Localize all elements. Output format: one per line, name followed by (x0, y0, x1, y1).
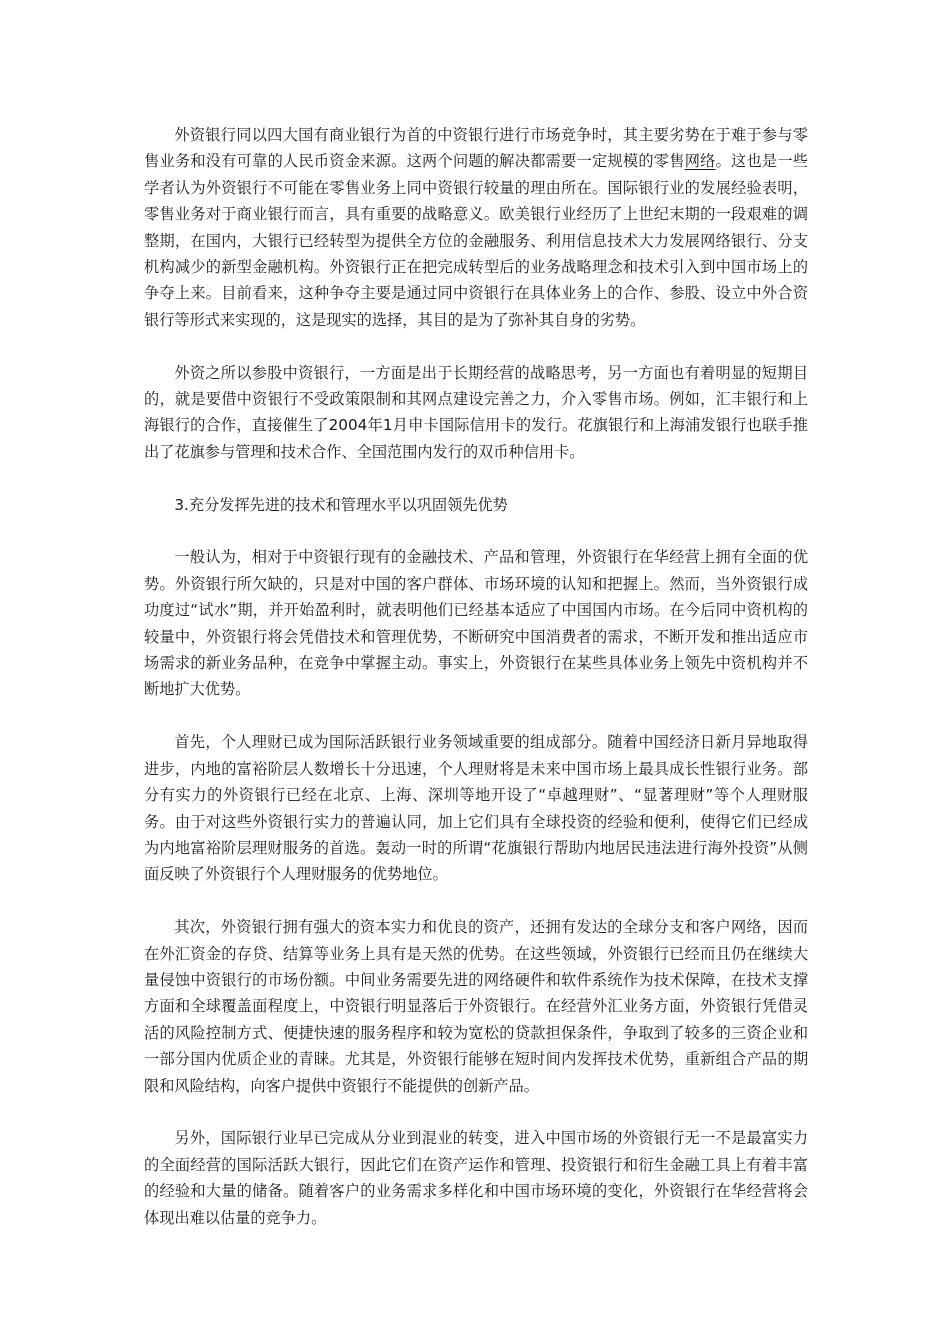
paragraph-mixed-operation: 另外，国际银行业早已完成从分业到混业的转变，进入中国市场的外资银行无一不是最富实力的全面经营的国际活跃大银行，因此它们在资产运作和管理、投资银行和衍生金融工具上有着丰富的经验和大量的储备。随着客户的业务需求多样化和中国市场环境的变化，外资银行在华经营将会体现出难以估量的竞争力。 (144, 1129, 808, 1227)
paragraph-technology-advantage: 一般认为，相对于中资银行现有的金融技术、产品和管理，外资银行在华经营上拥有全面的优势。外资银行所欠缺的，只是对中国的客户群体、市场环境的认知和把握上。然而，当外资银行成功度过“试水”期，并开始盈利时，就表明他们已经基本适应了中国国内市场。在今后同中资机构的较量中，外资银行将会凭借技术和管理优势，不断研究中国消费者的需求，不断开发和推出适应市场需求的新业务品种，在竞争中掌握主动。事实上，外资银行在某些具体业务上领先中资机构并不断地扩大优势。 (144, 548, 808, 699)
paragraph-capital-strength: 其次，外资银行拥有强大的资本实力和优良的资产，还拥有发达的全球分支和客户网络，因而在外汇资金的存贷、结算等业务上具有是天然的优势。在这些领域，外资银行已经而且仍在继续大量侵蚀中资银行的市场份额。中间业务需要先进的网络硬件和软件系统作为技术保障，在技术支撑方面和全球覆盖面程度上，中资银行明显落后于外资银行。在经营外汇业务方面，外资银行凭借灵活的风险控制方式、便捷快速的服务程序和较为宽松的贷款担保条件，争取到了较多的三资企业和一部分国内优质企业的青睐。尤其是，外资银行能够在短时间内发挥技术优势，重新组合产品的期限和风险结构，向客户提供中资银行不能提供的创新产品。 (144, 918, 808, 1095)
paragraph-retail-competition (144, 122, 808, 333)
network-link[interactable]: 网络 (684, 152, 716, 171)
section-heading: 3.充分发挥先进的技术和管理水平以巩固领先优势 (174, 495, 508, 514)
document-page (144, 122, 808, 1257)
paragraph-personal-finance: 首先，个人理财已成为国际活跃银行业务领域重要的组成部分。随着中国经济日新月异地取得进步，内地的富裕阶层人数增长十分迅速，个人理财将是未来中国市场上最具成长性银行业务。部分有实力的外资银行已经在北京、上海、深圳等地开设了“卓越理财”、“显著理财”等个人理财服务。由于对这些外资银行实力的普遍认同，加上它们具有全球投资的经验和便利，使得它们已经成为内地富裕阶层理财服务的首选。轰动一时的所谓“花旗银行帮助内地居民违法进行海外投资”从侧面反映了外资银行个人理财服务的优势地位。 (144, 733, 808, 884)
paragraph-text: 外资银行同以四大国有商业银行为首的中资银行进行市场竞争时，其主要劣势在于难于参与零售业务和没有可靠的人民币资金来源。这两个问题的解决都需要一定规模的零售 (144, 126, 808, 171)
paragraph-equity-participation: 外资之所以参股中资银行，一方面是出于长期经营的战略思考，另一方面也有着明显的短期目的，就是要借中资银行不受政策限制和其网点建设完善之力，介入零售市场。例如，汇丰银行和上海银行的合作，直接催生了2004年1月申卡国际信用卡的发行。花旗银行和上海浦发银行也联手推出了花旗参与管理和技术合作、全国范围内发行的双币种信用卡。 (144, 363, 808, 461)
paragraph-text: 。这也是一些学者认为外资银行不可能在零售业务上同中资银行较量的理由所在。国际银行业的发展经验表明，零售业务对于商业银行而言，具有重要的战略意义。欧美银行业经历了上世纪末期的一段艰难的调整期，在国内，大银行已经转型为提供全方位的金融服务、利用信息技术大力发展网络银行、分支机构减少的新型金融机构。外资银行正在把完成转型后的业务战略理念和技术引入到中国市场上的争夺上来。目前看来，这种争夺主要是通过同中资银行在具体业务上的合作、参股、设立中外合资银行等形式来实现的，这是现实的选择，其目的是为了弥补其自身的劣势。 (144, 152, 809, 329)
